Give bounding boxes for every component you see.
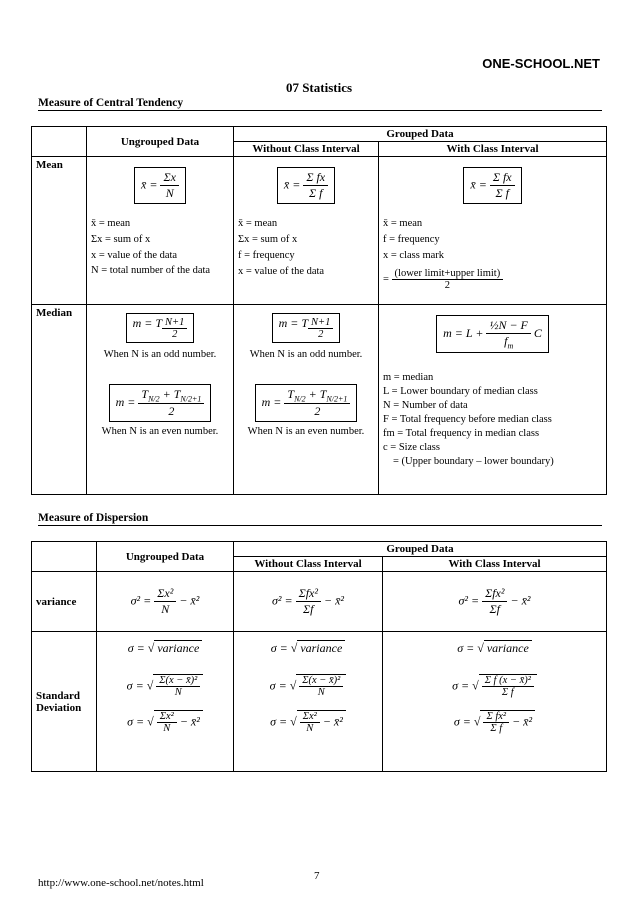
header-ungrouped: Ungrouped Data xyxy=(87,127,234,157)
formula-ug-mean: x̄ = $\frac{\Sigma x}{N}$ xyxy=(91,167,229,204)
median-def-4: fm = Total frequency in median class xyxy=(383,428,540,440)
section-heading-dispersion: Measure of Dispersion xyxy=(38,512,602,526)
cell-wi-sd xyxy=(383,632,607,772)
row-label-median: Median xyxy=(32,305,87,495)
wo-mean-def-3: x = value of the data xyxy=(238,266,325,277)
ug-mean-def-1: Σx = sum of x xyxy=(91,234,151,245)
page-number: 7 xyxy=(314,870,320,882)
dispersion-table xyxy=(31,541,607,772)
wo-mean-def-2: f = frequency xyxy=(238,250,295,261)
wo-mean-def-0: x̄ = mean xyxy=(238,218,278,229)
formula-wo-variance: σ² = $\frac{\text{Σfx²}}{\Sigma f}$ − x̄² xyxy=(234,572,383,632)
cell-wo-sd xyxy=(234,632,383,772)
brand-logo-text: ONE-SCHOOL.NET xyxy=(482,56,600,71)
cell-ug-sd xyxy=(97,632,234,772)
note-ug-odd: When N is an odd number. xyxy=(103,349,217,361)
disp-header-ungrouped: Ungrouped Data xyxy=(97,542,234,572)
row-label-sd: Standard Deviation xyxy=(32,632,97,772)
cell-ug-median xyxy=(87,305,234,495)
footer-url[interactable]: http://www.one-school.net/notes.html xyxy=(38,877,204,889)
formula-ug-sd-1: σ = √ $\frac{\text{Σ(x − x̄)²}}{N}$ xyxy=(101,674,229,698)
note-wo-odd: When N is an odd number. xyxy=(249,349,363,361)
formula-wo-median-odd: m = T $_{\frac{N+1}{2}}$ xyxy=(238,313,374,343)
cell-wo-median xyxy=(234,305,379,495)
formula-wi-mean: x̄ = $\frac{\text{Σ fx}}{\text{Σ f}}$ xyxy=(383,167,602,204)
disp-header-without: Without Class Interval xyxy=(234,557,383,572)
page-title: 07 Statistics xyxy=(285,80,353,95)
header-grouped: Grouped Data xyxy=(234,127,607,142)
formula-wi-variance: σ² = $\frac{\text{Σfx²}}{\Sigma f}$ − x̄² xyxy=(383,572,607,632)
wi-mean-def-2: x = class mark xyxy=(383,250,445,261)
disp-header-blank xyxy=(32,542,97,572)
formula-ug-median-even: m = $\frac{T_{N/2} + T_{N/2+1}}{2}$ xyxy=(91,384,229,422)
median-def-2: N = Number of data xyxy=(383,400,468,412)
median-def-6: = (Upper boundary – lower boundary) xyxy=(393,456,554,468)
formula-ug-variance: σ² = $\frac{\text{Σx²}}{N}$ − x̄² xyxy=(97,572,234,632)
formula-ug-sd-2: σ = √ $\frac{\text{Σx²}}{N}$ − x̄² xyxy=(101,710,229,734)
header-without: Without Class Interval xyxy=(234,142,379,157)
formula-wo-sd-2: σ = √ $\frac{\text{Σx²}}{N}$ − x̄² xyxy=(238,710,378,734)
note-ug-even: When N is an even number. xyxy=(101,426,219,438)
formula-wo-median-even: m = $\frac{T_{N/2} + T_{N/2+1}}{2}$ xyxy=(238,384,374,422)
header-with: With Class Interval xyxy=(379,142,607,157)
ug-mean-def-2: x = value of the data xyxy=(91,250,178,261)
note-wo-even: When N is an even number. xyxy=(247,426,365,438)
formula-wo-sd-1: σ = √ $\frac{\text{Σ(x − x̄)²}}{N}$ xyxy=(238,674,378,698)
formula-wo-sd-sqrt: σ = √ variance xyxy=(238,640,378,656)
formula-wo-mean: x̄ = $\frac{\text{Σ fx}}{\text{Σ f}}$ xyxy=(238,167,374,204)
central-tendency-table xyxy=(31,126,607,495)
median-def-1: L = Lower boundary of median class xyxy=(383,386,538,398)
cell-ug-mean xyxy=(87,157,234,305)
formula-wi-sd-sqrt: σ = √ variance xyxy=(387,640,602,656)
formula-ug-sd-sqrt: σ = √ variance xyxy=(101,640,229,656)
wi-mean-def-0: x̄ = mean xyxy=(383,218,423,229)
formula-wi-sd-1: σ = √ $\frac{\text{Σ f (x − x̄)²}}{\text{Σ f}}$ xyxy=(387,674,602,698)
formula-wi-sd-2: σ = √ $\frac{\text{Σ fx²}}{\text{Σ f}}$ − x̄² xyxy=(387,710,602,734)
wi-mean-def-1: f = frequency xyxy=(383,234,440,245)
formula-wi-median: m = L + $\frac{\text{½N − F}}{f_m}$ C xyxy=(383,315,602,353)
median-def-5: c = Size class xyxy=(383,442,440,454)
median-def-0: m = median xyxy=(383,372,434,384)
wo-mean-def-1: Σx = sum of x xyxy=(238,234,298,245)
cell-wo-mean xyxy=(234,157,379,305)
section-heading-central: Measure of Central Tendency xyxy=(38,97,602,111)
formula-ug-median-odd: m = T $_{\frac{N+1}{2}}$ xyxy=(91,313,229,343)
row-label-mean: Mean xyxy=(32,157,87,305)
row-label-variance: variance xyxy=(32,572,97,632)
cell-wi-median xyxy=(379,305,607,495)
cell-wi-mean xyxy=(379,157,607,305)
disp-header-with: With Class Interval xyxy=(383,557,607,572)
disp-header-grouped: Grouped Data xyxy=(234,542,607,557)
class-mark-formula: = $\frac{\text{(lower limit+upper limit)}}{2}$ xyxy=(383,268,602,291)
median-def-3: F = Total frequency before median class xyxy=(383,414,552,426)
ug-mean-def-3: N = total number of the data xyxy=(91,265,211,276)
ug-mean-def-0: x̄ = mean xyxy=(91,218,131,229)
header-blank xyxy=(32,127,87,157)
